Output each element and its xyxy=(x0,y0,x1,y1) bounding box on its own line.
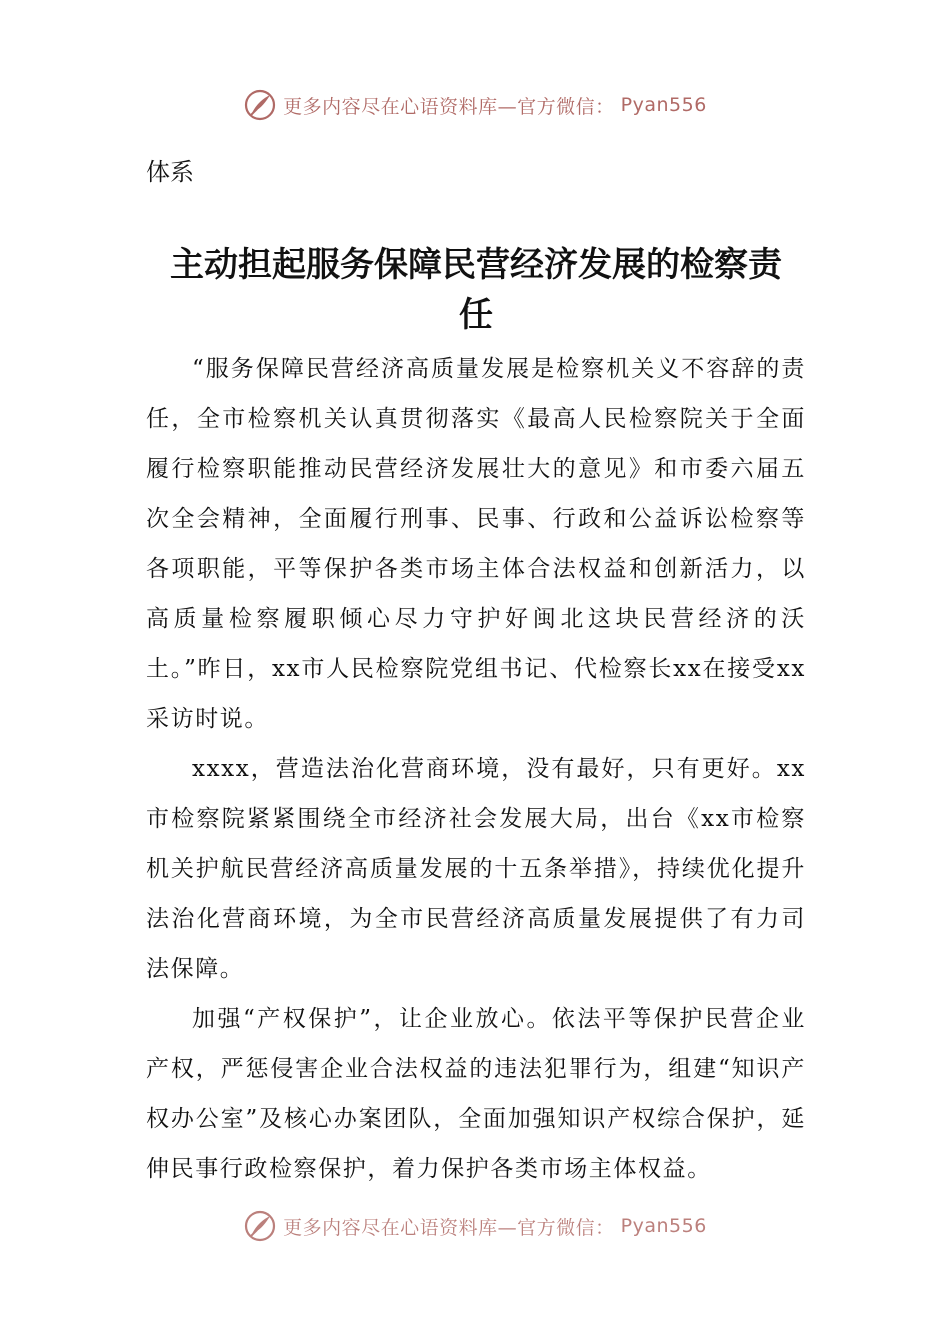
article-title xyxy=(146,240,806,340)
watermark-wechat-id: Pyan556 xyxy=(620,1215,707,1237)
paragraph-1: “服务保障民营经济高质量发展是检察机关义不容辞的责任，全市检察机关认真贯彻落实《最高人民检察院关于全面履行检察职能推动民营经济发展壮大的意见》和市委六届五次全会精神，全面履行刑事、民事、行政和公益诉讼检察等各项职能，平等保护各类市场主体合法权益和创新活力，以高质量检察履职倾心尽力守护好闽北这块民营经济的沃土。”昨日，xx市人民检察院党组书记、代检察长xx在接受xx采访时说。 xyxy=(146,356,806,732)
paragraph-2: xxxx，营造法治化营商环境，没有最好，只有更好。xx市检察院紧紧围绕全市经济社会发展大局，出台《xx市检察机关护航民营经济高质量发展的十五条举措》，持续优化提升法治化营商环境，为全市民营经济高质量发展提供了有力司法保障。 xyxy=(146,756,806,982)
article-body xyxy=(146,344,806,1194)
title-line-2: 任 xyxy=(459,295,493,335)
title-line-1: 主动担起服务保障民营经济发展的检察责 xyxy=(170,245,782,285)
feather-logo-icon xyxy=(243,1209,277,1243)
footer-watermark xyxy=(0,1209,950,1243)
feather-logo-icon xyxy=(243,88,277,122)
watermark-text: 更多内容尽在心语资料库—官方微信： xyxy=(283,95,615,118)
paragraph-3: 加强“产权保护”，让企业放心。依法平等保护民营企业产权，严惩侵害企业合法权益的违法犯罪行为，组建“知识产权办公室”及核心办案团队，全面加强知识产权综合保护，延伸民事行政检察保护，着力保护各类市场主体权益。 xyxy=(146,1006,806,1182)
header-watermark xyxy=(0,88,950,122)
watermark-wechat-id: Pyan556 xyxy=(620,94,707,116)
watermark-text: 更多内容尽在心语资料库—官方微信： xyxy=(283,1216,615,1239)
leftover-heading: 体系 xyxy=(146,158,194,186)
